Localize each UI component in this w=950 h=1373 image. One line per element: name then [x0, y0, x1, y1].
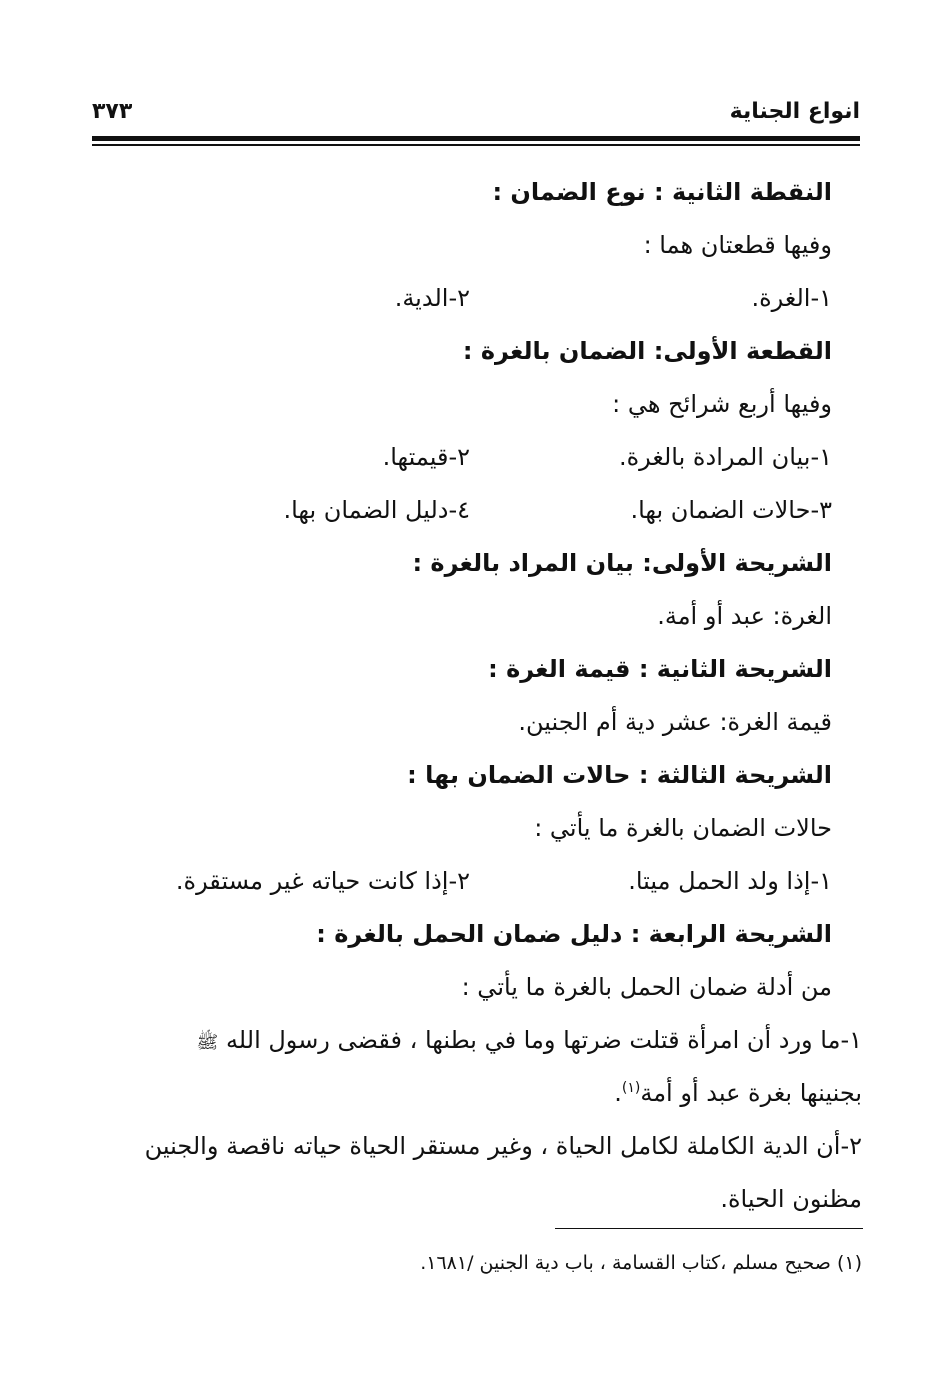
- paragraph-line: ٢-أن الدية الكاملة لكامل الحياة ، وغير مستقر الحياة حياته ناقصة والجنين: [144, 1132, 862, 1160]
- two-column-list: [100, 857, 832, 910]
- body-line: من أدلة ضمان الحمل بالغرة ما يأتي :: [461, 973, 832, 1001]
- paragraph-text: ١-ما ورد أن امرأة قتلت ضرتها وما في بطنها ، فقضى رسول الله: [225, 1026, 862, 1054]
- footnote-separator: [555, 1228, 863, 1229]
- list-item: ٢-قيمتها.: [382, 443, 470, 471]
- list-item: ٢-الدية.: [394, 284, 470, 312]
- section-heading: الشريحة الثانية : قيمة الغرة :: [488, 655, 832, 683]
- list-item: ٤-دليل الضمان بها.: [283, 496, 470, 524]
- paragraph-line: [100, 1016, 862, 1069]
- evidence-paragraph: [100, 1122, 862, 1228]
- paragraph-line: [100, 1069, 862, 1122]
- page-header: [92, 95, 860, 135]
- list-item: ٢-إذا كانت حياته غير مستقرة.: [175, 867, 470, 895]
- paragraph-text: بجنينها بغرة عبد أو أمة: [640, 1079, 862, 1107]
- section-heading: الشريحة الأولى: بيان المراد بالغرة :: [412, 549, 832, 577]
- list-item: ٣-حالات الضمان بها.: [630, 496, 832, 524]
- page-body: [100, 168, 862, 1228]
- running-head: انواع الجناية: [729, 99, 860, 124]
- list-item: ١-الغرة.: [751, 284, 832, 312]
- list-item: ١-بيان المرادة بالغرة.: [618, 443, 832, 471]
- paragraph-text: .: [614, 1079, 622, 1107]
- honorific-glyph: ﷺ: [196, 1032, 219, 1053]
- footnote-reference[interactable]: (١): [621, 1080, 641, 1096]
- body-line: قيمة الغرة: عشر دية أم الجنين.: [518, 708, 832, 736]
- body-line: حالات الضمان بالغرة ما يأتي :: [534, 814, 832, 842]
- page-number: ٣٧٣: [92, 99, 133, 124]
- list-item: ١-إذا ولد الحمل ميتا.: [628, 867, 832, 895]
- header-rule-thick: [92, 136, 860, 141]
- section-heading: النقطة الثانية : نوع الضمان :: [492, 178, 832, 206]
- two-column-list: [100, 274, 832, 327]
- section-heading: القطعة الأولى: الضمان بالغرة :: [462, 337, 832, 365]
- footnote: (١) صحيح مسلم ،كتاب القسامة ، باب دية الجنين /١٦٨١.: [420, 1252, 862, 1274]
- header-rule-thin: [92, 144, 860, 146]
- section-heading: الشريحة الثالثة : حالات الضمان بها :: [407, 761, 832, 789]
- section-heading: الشريحة الرابعة : دليل ضمان الحمل بالغرة :: [316, 920, 832, 948]
- evidence-paragraph: [100, 1016, 862, 1122]
- body-line: وفيها قطعتان هما :: [643, 231, 832, 259]
- two-column-list: [100, 486, 832, 539]
- body-line: الغرة: عبد أو أمة.: [657, 602, 832, 630]
- two-column-list: [100, 433, 832, 486]
- body-line: وفيها أربع شرائح هي :: [612, 390, 832, 418]
- paragraph-line: مظنون الحياة.: [720, 1185, 862, 1213]
